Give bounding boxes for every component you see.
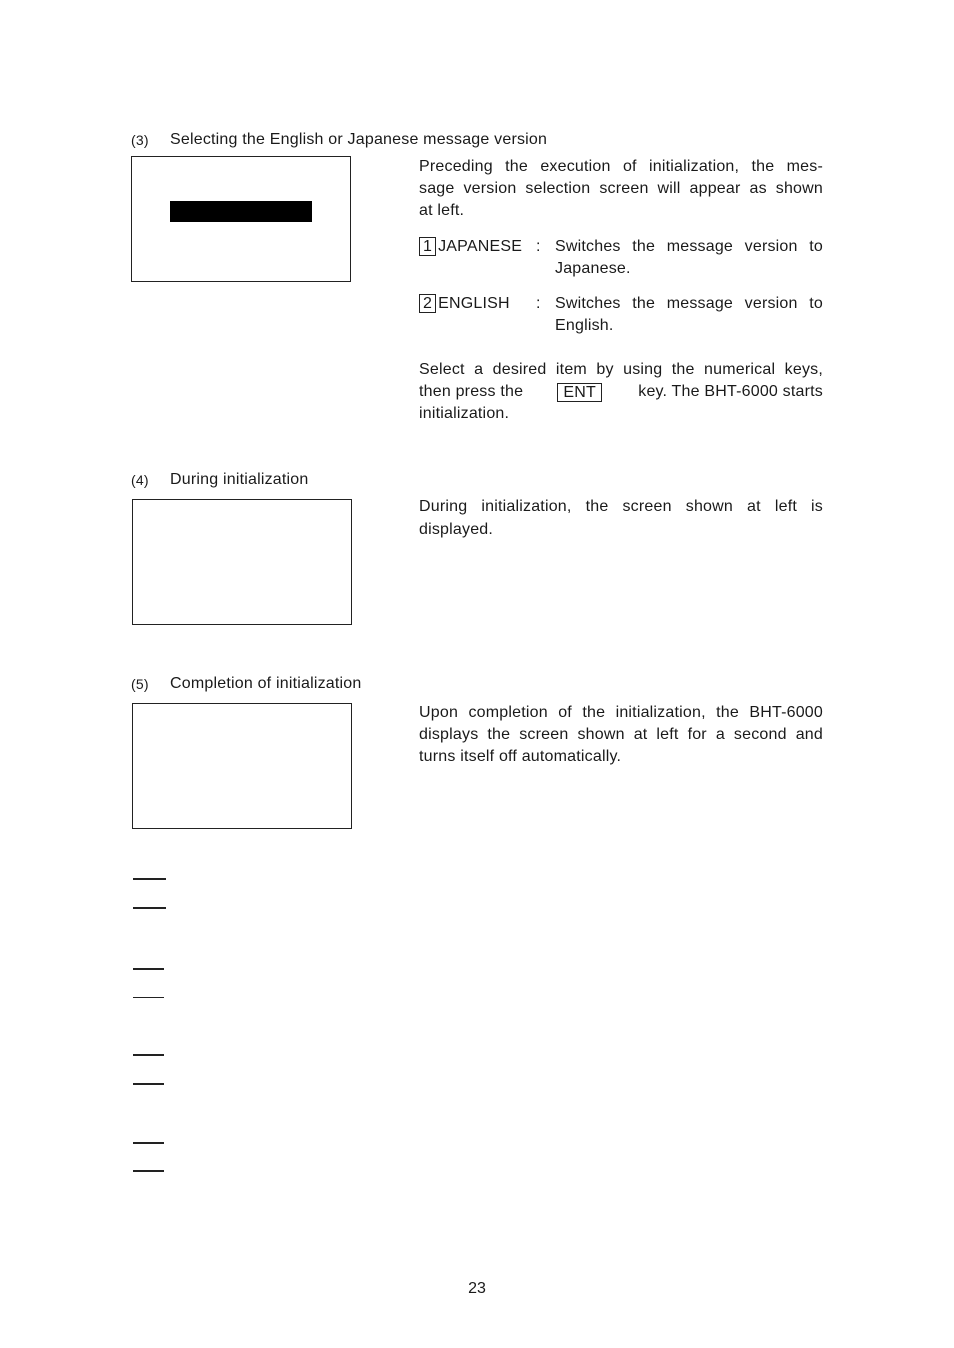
option-japanese (419, 236, 823, 280)
section-4-number: (4) (131, 472, 149, 488)
option-japanese-description: Switches the message version to Japanese. (555, 238, 823, 277)
margin-rule (133, 968, 164, 970)
section-4-heading (131, 471, 531, 493)
margin-rule (133, 1142, 164, 1144)
select-instruction-line-3: initialization. (419, 405, 510, 422)
section-5-heading (131, 675, 531, 697)
selection-highlight-bar (170, 201, 312, 222)
section-3-title: Selecting the English or Japanese message version (170, 131, 548, 148)
option-english-description: Switches the message version to English. (555, 295, 823, 334)
message-version-screen (131, 156, 351, 282)
completion-screen (132, 703, 352, 829)
margin-rule (133, 1083, 164, 1085)
page-number: 23 (468, 1280, 486, 1297)
option-english-label: 2 ENGLISH (419, 293, 510, 315)
section-3-heading (131, 131, 691, 153)
key-1: 1 (419, 237, 436, 256)
option-english-colon: : (536, 295, 541, 312)
key-2: 2 (419, 294, 436, 313)
option-japanese-label: 1 JAPANESE (419, 236, 522, 258)
section-4-text-line-1: During initialization, the screen shown at left is (419, 498, 823, 515)
section-5-text-line-3: turns itself off automatically. (419, 748, 622, 765)
margin-rule (133, 907, 166, 909)
section-5-title: Completion of initialization (170, 675, 362, 692)
margin-rule (133, 997, 164, 998)
section-5-text-line-1: Upon completion of the initialization, the BHT-6000 (419, 704, 823, 721)
select-instruction-line-1: Select a desired item by using the numerical keys, (419, 361, 823, 378)
margin-rule (133, 1170, 164, 1172)
section-4-title: During initialization (170, 471, 309, 488)
section-3-intro-line-3: at left. (419, 202, 465, 219)
section-5-text-line-2: displays the screen shown at left for a second and (419, 726, 823, 743)
option-japanese-colon: : (536, 238, 541, 255)
section-4-text-line-2: displayed. (419, 521, 494, 538)
option-english (419, 293, 823, 337)
section-3-number: (3) (131, 132, 149, 148)
initializing-screen (132, 499, 352, 625)
key-ent: ENT (557, 383, 602, 402)
section-3-intro-line-2: sage version selection screen will appear as shown (419, 180, 823, 197)
margin-rule (133, 1054, 164, 1056)
section-5-number: (5) (131, 676, 149, 692)
section-3-intro-line-1: Preceding the execution of initialization, the mes- (419, 158, 823, 175)
margin-rule (133, 878, 166, 880)
select-instruction-line-2: then press the ENT key. The BHT-6000 starts (419, 383, 823, 401)
